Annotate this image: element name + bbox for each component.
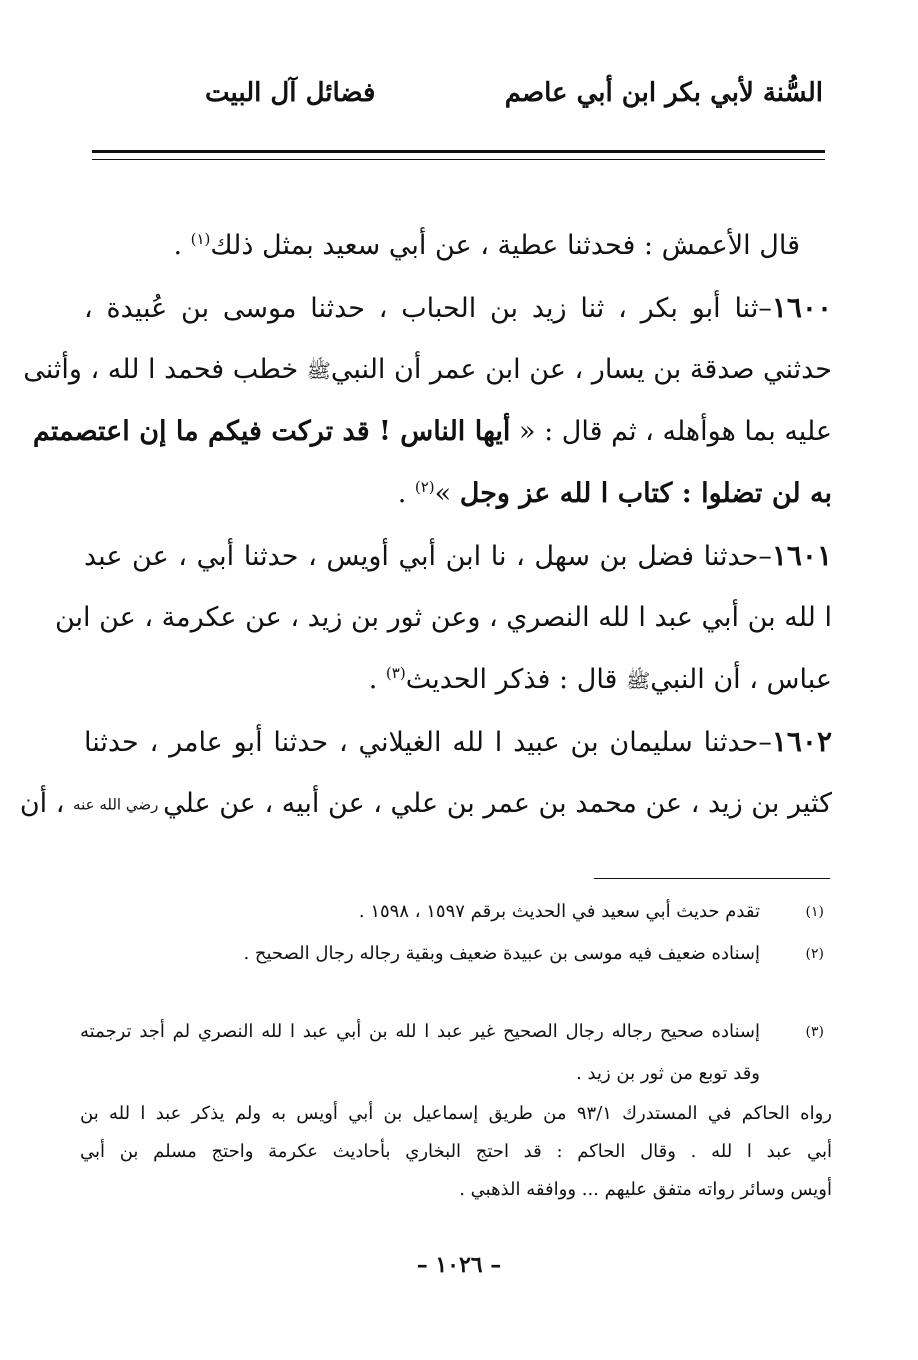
footnote-ref[interactable]: (٢) <box>414 478 435 496</box>
hadith-number: ١٦٠٢ <box>771 725 832 758</box>
hadith-1600-line-4: به لن تضلوا : كتاب ا لله عز وجل »$^{(٢)}$ . <box>397 478 832 509</box>
page-number: – ١٠٢٦ – <box>416 1252 502 1278</box>
footnote-mark: (١) <box>805 904 824 920</box>
header-rule-thick <box>92 150 825 153</box>
footnote-3: (٣) إسناده صحيح رجاله رجال الصحيح غير عبد ا لله بن أبي عبد ا لله النصري لم أجد ترجمته وقد توبع من ثور بن زيد . <box>80 1015 832 1091</box>
hadith-1600-line-1: ١٦٠٠–ثنا أبو بكر ، ثنا زيد بن الحباب ، حدثنا موسى بن عُبيدة ، <box>84 291 832 324</box>
hadith-1601-line-2: ا لله بن أبي عبد ا لله النصري ، وعن ثور بن زيد ، عن عكرمة ، عن ابن <box>54 602 832 633</box>
footnote-ref[interactable]: (١) <box>190 230 211 248</box>
hadith-number: ١٦٠٠ <box>771 291 832 324</box>
footnote-mark: (٣) <box>805 1024 824 1040</box>
hadith-1601-line-1: ١٦٠١–حدثنا فضل بن سهل ، نا ابن أبي أويس ، حدثنا أبي ، عن عبد <box>84 539 832 572</box>
footnote-3-continued: رواه الحاكم في المستدرك ٩٣/١ من طريق إسماعيل بن أبي أويس به ولم يذكر عبد ا لله بن أبي عبد ا لله . وقال الحاكم : قد احتج البخاري بأحاديث عكرمة واحتج مسلم بن أبي أويس وسائر رواته متفق عليهم ... ووافقه الذهبي . <box>80 1103 832 1200</box>
hadith-1602-line-2: كثير بن زيد ، عن محمد بن عمر بن علي ، عن أبيه ، عن علي رضي الله عنه ، أن <box>19 788 832 819</box>
book-title: السُّنة لأبي بكر ابن أبي عاصم <box>504 78 823 108</box>
hadith-1601-line-3: عباس ، أن النبيﷺ قال : فذكر الحديث$^{(٣)}$ . <box>368 664 832 695</box>
running-header <box>95 78 823 122</box>
hadith-1600-line-2: حدثني صدقة بن يسار ، عن ابن عمر أن النبيﷺ خطب فحمد ا لله ، وأثنى <box>23 354 832 385</box>
chapter-title: فضائل آل البيت <box>205 78 376 108</box>
footnote-2: (٢) إسناده ضعيف فيه موسى بن عبيدة ضعيف وبقية رجاله رجال الصحيح . <box>80 937 832 971</box>
footnote-separator <box>594 878 830 879</box>
salawat-symbol: ﷺ <box>306 358 331 383</box>
hadith-number: ١٦٠١ <box>771 539 832 572</box>
footnote-ref[interactable]: (٣) <box>385 664 406 682</box>
salawat-symbol: ﷺ <box>626 668 651 693</box>
header-rule-thin <box>92 159 825 160</box>
hadith-1602-line-1: ١٦٠٢–حدثنا سليمان بن عبيد ا لله الغيلاني ، حدثنا أبو عامر ، حدثنا <box>84 725 832 758</box>
footnotes <box>80 895 832 1207</box>
footnote-1: (١) تقدم حديث أبي سعيد في الحديث برقم ١٥٩٧ ، ١٥٩٨ . <box>80 895 832 929</box>
text-line: قال الأعمش : فحدثنا عطية ، عن أبي سعيد بمثل ذلك$^{(١)}$ . <box>173 230 800 261</box>
radiallahu-symbol: رضي الله عنه <box>73 795 164 814</box>
main-text <box>19 220 832 840</box>
footnote-mark: (٢) <box>805 946 824 962</box>
hadith-1600-line-3: عليه بما هوأهله ، ثم قال : « أيها الناس ! قد تركت فيكم ما إن اعتصمتم <box>32 416 832 447</box>
